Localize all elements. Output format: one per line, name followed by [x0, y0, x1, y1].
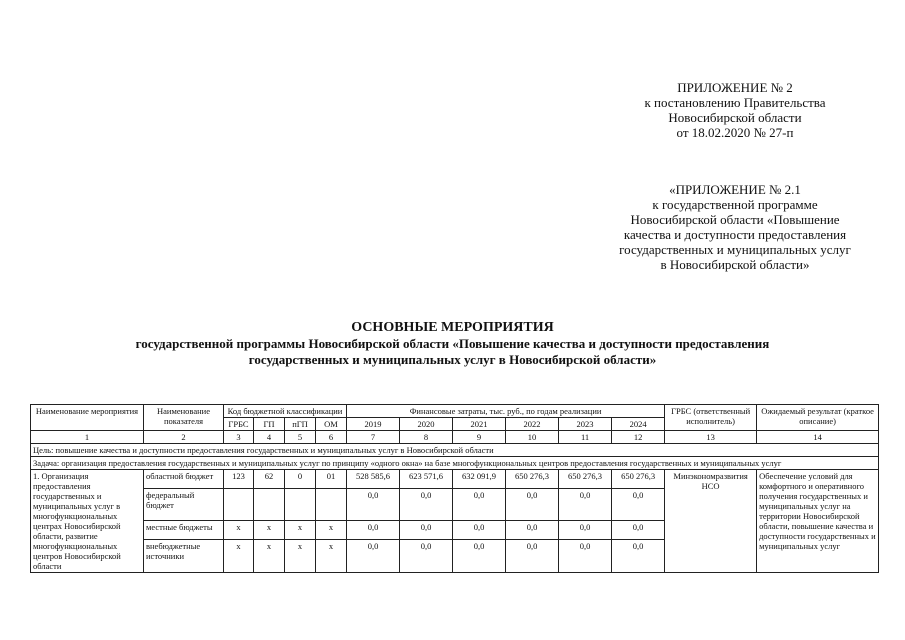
header-grbs: ГРБС: [224, 418, 254, 431]
value-cell: 0,0: [347, 488, 400, 521]
column-number: 11: [559, 431, 612, 444]
value-cell: 0,0: [453, 540, 506, 573]
column-number: 4: [254, 431, 285, 444]
document-title: [40, 320, 865, 368]
pgp-cell: 0: [285, 470, 316, 489]
header-pgp: пГП: [285, 418, 316, 431]
header-year: 2022: [506, 418, 559, 431]
column-number: 9: [453, 431, 506, 444]
header-financial-costs: Финансовые затраты, тыс. руб., по годам реализации: [347, 405, 665, 418]
header-grbs-responsible: ГРБС (ответственный исполнитель): [665, 405, 757, 431]
appendix-date: от 18.02.2020 № 27-п: [676, 125, 794, 140]
header-om: ОМ: [316, 418, 347, 431]
event-name-cell: 1. Организация предоставления государственных и муниципальных услуг в многофункциональных центрах Новосибирской области, развитие многофункциональных центров Новосибирской области: [31, 470, 144, 573]
header-expected-result: Ожидаемый результат (краткое описание): [757, 405, 879, 431]
column-number: 2: [144, 431, 224, 444]
column-number: 12: [612, 431, 665, 444]
document-title-subtitle: государственных и муниципальных услуг в Новосибирской области»: [248, 352, 657, 367]
responsible-cell: Минэкономразвития НСО: [665, 470, 757, 573]
task-row: [31, 457, 879, 470]
value-cell: 0,0: [506, 521, 559, 540]
program-appendix-number: «ПРИЛОЖЕНИЕ № 2.1: [669, 182, 801, 197]
pgp-cell: х: [285, 521, 316, 540]
value-cell: 0,0: [400, 521, 453, 540]
column-number: 6: [316, 431, 347, 444]
column-number: 13: [665, 431, 757, 444]
column-number: 5: [285, 431, 316, 444]
value-cell: 623 571,6: [400, 470, 453, 489]
value-cell: 0,0: [559, 521, 612, 540]
om-cell: х: [316, 521, 347, 540]
value-cell: 0,0: [506, 488, 559, 521]
grbs-cell: х: [224, 521, 254, 540]
table-header-row: [31, 405, 879, 418]
events-table: [30, 404, 879, 573]
header-year: 2024: [612, 418, 665, 431]
column-number: 10: [506, 431, 559, 444]
indicator-cell: внебюджетные источники: [144, 540, 224, 573]
appendix-number: ПРИЛОЖЕНИЕ № 2: [677, 80, 793, 95]
program-appendix-line: к государственной программе: [652, 197, 818, 212]
value-cell: 0,0: [506, 540, 559, 573]
value-cell: 0,0: [400, 488, 453, 521]
column-number: 8: [400, 431, 453, 444]
appendix-reference: к постановлению Правительства: [644, 95, 826, 110]
column-number: 7: [347, 431, 400, 444]
value-cell: 0,0: [453, 521, 506, 540]
indicator-cell: областной бюджет: [144, 470, 224, 489]
column-number: 1: [31, 431, 144, 444]
om-cell: 01: [316, 470, 347, 489]
value-cell: 650 276,3: [612, 470, 665, 489]
program-appendix-line: в Новосибирской области»: [660, 257, 810, 272]
value-cell: 528 585,6: [347, 470, 400, 489]
value-cell: 0,0: [453, 488, 506, 521]
value-cell: 650 276,3: [506, 470, 559, 489]
column-number: 14: [757, 431, 879, 444]
grbs-cell: х: [224, 540, 254, 573]
header-year: 2023: [559, 418, 612, 431]
column-number: 3: [224, 431, 254, 444]
value-cell: 0,0: [347, 521, 400, 540]
program-appendix-line: Новосибирской области «Повышение: [630, 212, 840, 227]
task-text: Задача: организация предоставления государственных и муниципальных услуг по принципу «одного окна» на базе многофункциональных центров предоставления государственных и муниципальных услуг: [31, 457, 879, 470]
gp-cell: [254, 488, 285, 521]
header-gp: ГП: [254, 418, 285, 431]
program-appendix-line: качества и доступности предоставления: [623, 227, 847, 242]
gp-cell: х: [254, 521, 285, 540]
value-cell: 0,0: [612, 540, 665, 573]
value-cell: 650 276,3: [559, 470, 612, 489]
value-cell: 0,0: [559, 488, 612, 521]
gp-cell: х: [254, 540, 285, 573]
grbs-cell: 123: [224, 470, 254, 489]
expected-result-cell: Обеспечение условий для комфортного и оперативного получения государственных и муниципальных услуг на территории Новосибирской области, повышение качества и доступности государственных и муниципальных услуг: [757, 470, 879, 573]
pgp-cell: [285, 488, 316, 521]
header-year: 2019: [347, 418, 400, 431]
document-title-subtitle: государственной программы Новосибирской области «Повышение качества и доступности предоставления: [135, 336, 770, 351]
om-cell: х: [316, 540, 347, 573]
program-appendix-line: государственных и муниципальных услуг: [619, 242, 851, 257]
appendix-region: Новосибирской области: [668, 110, 802, 125]
value-cell: 0,0: [612, 521, 665, 540]
pgp-cell: х: [285, 540, 316, 573]
goal-row: [31, 444, 879, 457]
value-cell: 632 091,9: [453, 470, 506, 489]
goal-text: Цель: повышение качества и доступности предоставления государственных и муниципальных услуг в Новосибирской области: [31, 444, 879, 457]
om-cell: [316, 488, 347, 521]
header-year: 2021: [453, 418, 506, 431]
indicator-cell: местные бюджеты: [144, 521, 224, 540]
gp-cell: 62: [254, 470, 285, 489]
table-row: [31, 470, 879, 489]
header-year: 2020: [400, 418, 453, 431]
header-budget-code: Код бюджетной классификации: [224, 405, 347, 418]
value-cell: 0,0: [347, 540, 400, 573]
value-cell: 0,0: [559, 540, 612, 573]
indicator-cell: федеральный бюджет: [144, 488, 224, 521]
appendix-header: [600, 80, 870, 140]
document-title-main: ОСНОВНЫЕ МЕРОПРИЯТИЯ: [351, 320, 554, 335]
value-cell: 0,0: [612, 488, 665, 521]
value-cell: 0,0: [400, 540, 453, 573]
header-indicator-name: Наименование показателя: [144, 405, 224, 431]
program-appendix-header: [580, 182, 890, 272]
column-number-row: [31, 431, 879, 444]
grbs-cell: [224, 488, 254, 521]
header-event-name: Наименование мероприятия: [31, 405, 144, 431]
